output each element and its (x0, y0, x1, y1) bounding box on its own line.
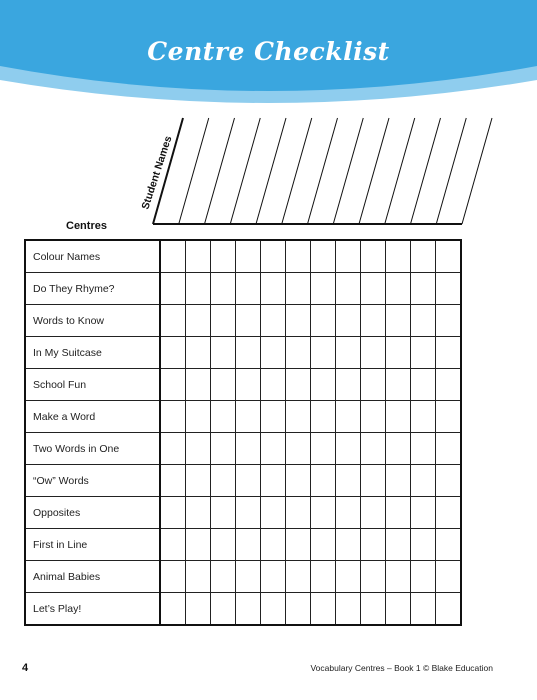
check-cell[interactable] (336, 433, 361, 465)
check-cell[interactable] (386, 305, 411, 337)
table-row (25, 240, 461, 273)
check-cell[interactable] (411, 529, 436, 561)
check-cell[interactable] (411, 337, 436, 369)
centre-name: Colour Names (25, 240, 160, 273)
name-slot-line (411, 118, 441, 224)
check-cell[interactable] (236, 337, 261, 369)
check-cell[interactable] (236, 433, 261, 465)
centre-name: Two Words in One (25, 433, 160, 465)
table-row (25, 561, 461, 593)
check-cell[interactable] (361, 305, 386, 337)
check-cell[interactable] (211, 593, 236, 626)
check-cell[interactable] (311, 401, 336, 433)
check-cell[interactable] (211, 337, 236, 369)
check-cell[interactable] (411, 369, 436, 401)
check-cell[interactable] (386, 433, 411, 465)
check-cell[interactable] (436, 529, 462, 561)
check-cell[interactable] (311, 433, 336, 465)
check-cell[interactable] (160, 240, 186, 273)
centre-name: In My Suitcase (25, 337, 160, 369)
check-cell[interactable] (386, 529, 411, 561)
check-cell[interactable] (211, 401, 236, 433)
check-cell[interactable] (411, 433, 436, 465)
check-cell[interactable] (236, 401, 261, 433)
check-cell[interactable] (211, 273, 236, 305)
check-cell[interactable] (436, 593, 462, 626)
check-cell[interactable] (361, 273, 386, 305)
check-cell[interactable] (160, 337, 186, 369)
check-cell[interactable] (286, 273, 311, 305)
check-cell[interactable] (186, 401, 211, 433)
table-row (25, 497, 461, 529)
centre-name: Do They Rhyme? (25, 273, 160, 305)
name-slot-line (462, 118, 492, 224)
check-cell[interactable] (160, 305, 186, 337)
centre-name: Animal Babies (25, 561, 160, 593)
check-cell[interactable] (411, 593, 436, 626)
check-cell[interactable] (311, 273, 336, 305)
check-cell[interactable] (211, 433, 236, 465)
student-names-label: Student Names (139, 134, 175, 211)
footer-credit: Vocabulary Centres – Book 1 © Blake Education (310, 663, 493, 673)
name-slot-line (205, 118, 235, 224)
table-row (25, 465, 461, 497)
centres-column-label: Centres (66, 220, 107, 232)
check-cell[interactable] (261, 240, 286, 273)
check-cell[interactable] (361, 337, 386, 369)
check-cell[interactable] (386, 369, 411, 401)
check-cell[interactable] (411, 561, 436, 593)
check-cell[interactable] (411, 401, 436, 433)
check-cell[interactable] (311, 497, 336, 529)
table-row (25, 401, 461, 433)
check-cell[interactable] (236, 497, 261, 529)
name-slot-line (230, 118, 260, 224)
check-cell[interactable] (361, 561, 386, 593)
check-cell[interactable] (386, 561, 411, 593)
check-cell[interactable] (311, 593, 336, 626)
check-cell[interactable] (436, 273, 462, 305)
check-cell[interactable] (311, 240, 336, 273)
check-cell[interactable] (236, 305, 261, 337)
check-cell[interactable] (261, 337, 286, 369)
check-cell[interactable] (186, 305, 211, 337)
centre-name: Make a Word (25, 401, 160, 433)
check-cell[interactable] (361, 593, 386, 626)
check-cell[interactable] (160, 561, 186, 593)
check-cell[interactable] (211, 497, 236, 529)
check-cell[interactable] (361, 529, 386, 561)
check-cell[interactable] (336, 401, 361, 433)
check-cell[interactable] (186, 240, 211, 273)
check-cell[interactable] (411, 465, 436, 497)
check-cell[interactable] (436, 337, 462, 369)
name-slot-line (308, 118, 338, 224)
check-cell[interactable] (236, 529, 261, 561)
name-slot-line (333, 118, 363, 224)
check-cell[interactable] (286, 369, 311, 401)
check-cell[interactable] (160, 401, 186, 433)
check-cell[interactable] (261, 433, 286, 465)
check-cell[interactable] (336, 465, 361, 497)
centre-name: Let’s Play! (25, 593, 160, 626)
check-cell[interactable] (336, 369, 361, 401)
check-cell[interactable] (261, 497, 286, 529)
page-number: 4 (22, 662, 29, 674)
check-cell[interactable] (411, 497, 436, 529)
check-cell[interactable] (311, 465, 336, 497)
check-cell[interactable] (160, 497, 186, 529)
check-cell[interactable] (436, 401, 462, 433)
check-cell[interactable] (160, 273, 186, 305)
check-cell[interactable] (336, 240, 361, 273)
name-slot-line (179, 118, 209, 224)
check-cell[interactable] (186, 593, 211, 626)
check-cell[interactable] (211, 305, 236, 337)
check-cell[interactable] (286, 497, 311, 529)
check-cell[interactable] (361, 401, 386, 433)
student-names-header (0, 0, 537, 240)
check-cell[interactable] (436, 465, 462, 497)
check-cell[interactable] (261, 273, 286, 305)
check-cell[interactable] (261, 465, 286, 497)
check-cell[interactable] (386, 465, 411, 497)
check-cell[interactable] (436, 497, 462, 529)
check-cell[interactable] (261, 305, 286, 337)
check-cell[interactable] (311, 369, 336, 401)
name-slot-line (436, 118, 466, 224)
check-cell[interactable] (160, 465, 186, 497)
check-cell[interactable] (336, 561, 361, 593)
check-cell[interactable] (211, 465, 236, 497)
check-cell[interactable] (261, 529, 286, 561)
checklist-table (24, 239, 462, 626)
check-cell[interactable] (211, 369, 236, 401)
check-cell[interactable] (211, 529, 236, 561)
check-cell[interactable] (261, 401, 286, 433)
check-cell[interactable] (411, 305, 436, 337)
check-cell[interactable] (436, 369, 462, 401)
check-cell[interactable] (336, 305, 361, 337)
check-cell[interactable] (186, 273, 211, 305)
check-cell[interactable] (361, 497, 386, 529)
check-cell[interactable] (361, 465, 386, 497)
check-cell[interactable] (186, 337, 211, 369)
check-cell[interactable] (411, 273, 436, 305)
name-slot-line (256, 118, 286, 224)
check-cell[interactable] (386, 401, 411, 433)
check-cell[interactable] (236, 593, 261, 626)
centre-name: Opposites (25, 497, 160, 529)
check-cell[interactable] (186, 529, 211, 561)
check-cell[interactable] (436, 433, 462, 465)
table-row (25, 433, 461, 465)
check-cell[interactable] (286, 401, 311, 433)
check-cell[interactable] (311, 529, 336, 561)
check-cell[interactable] (361, 369, 386, 401)
check-cell[interactable] (286, 240, 311, 273)
check-cell[interactable] (160, 433, 186, 465)
check-cell[interactable] (286, 433, 311, 465)
table-row (25, 529, 461, 561)
check-cell[interactable] (286, 561, 311, 593)
check-cell[interactable] (286, 305, 311, 337)
check-cell[interactable] (386, 593, 411, 626)
check-cell[interactable] (186, 465, 211, 497)
check-cell[interactable] (286, 593, 311, 626)
check-cell[interactable] (386, 273, 411, 305)
check-cell[interactable] (436, 561, 462, 593)
check-cell[interactable] (336, 529, 361, 561)
check-cell[interactable] (261, 593, 286, 626)
table-row (25, 369, 461, 401)
check-cell[interactable] (311, 561, 336, 593)
name-slot-line (359, 118, 389, 224)
centre-name: School Fun (25, 369, 160, 401)
check-cell[interactable] (311, 305, 336, 337)
check-cell[interactable] (236, 273, 261, 305)
check-cell[interactable] (361, 433, 386, 465)
check-cell[interactable] (160, 369, 186, 401)
check-cell[interactable] (361, 240, 386, 273)
centre-name: “Ow” Words (25, 465, 160, 497)
check-cell[interactable] (411, 240, 436, 273)
check-cell[interactable] (186, 561, 211, 593)
check-cell[interactable] (186, 433, 211, 465)
check-cell[interactable] (286, 337, 311, 369)
check-cell[interactable] (236, 240, 261, 273)
page-title: Centre Checklist (147, 37, 390, 66)
name-slot-line (385, 118, 415, 224)
check-cell[interactable] (186, 369, 211, 401)
check-cell[interactable] (386, 497, 411, 529)
check-cell[interactable] (336, 497, 361, 529)
check-cell[interactable] (386, 240, 411, 273)
check-cell[interactable] (436, 240, 462, 273)
name-slot-line (282, 118, 312, 224)
check-cell[interactable] (336, 593, 361, 626)
check-cell[interactable] (286, 529, 311, 561)
table-row (25, 593, 461, 626)
table-row (25, 305, 461, 337)
check-cell[interactable] (236, 561, 261, 593)
check-cell[interactable] (311, 337, 336, 369)
check-cell[interactable] (236, 465, 261, 497)
check-cell[interactable] (186, 497, 211, 529)
check-cell[interactable] (336, 273, 361, 305)
check-cell[interactable] (261, 369, 286, 401)
table-row (25, 273, 461, 305)
check-cell[interactable] (160, 593, 186, 626)
check-cell[interactable] (261, 561, 286, 593)
centre-name: Words to Know (25, 305, 160, 337)
centre-name: First in Line (25, 529, 160, 561)
check-cell[interactable] (160, 529, 186, 561)
check-cell[interactable] (336, 337, 361, 369)
check-cell[interactable] (211, 240, 236, 273)
check-cell[interactable] (236, 369, 261, 401)
check-cell[interactable] (436, 305, 462, 337)
check-cell[interactable] (211, 561, 236, 593)
check-cell[interactable] (386, 337, 411, 369)
check-cell[interactable] (286, 465, 311, 497)
table-row (25, 337, 461, 369)
